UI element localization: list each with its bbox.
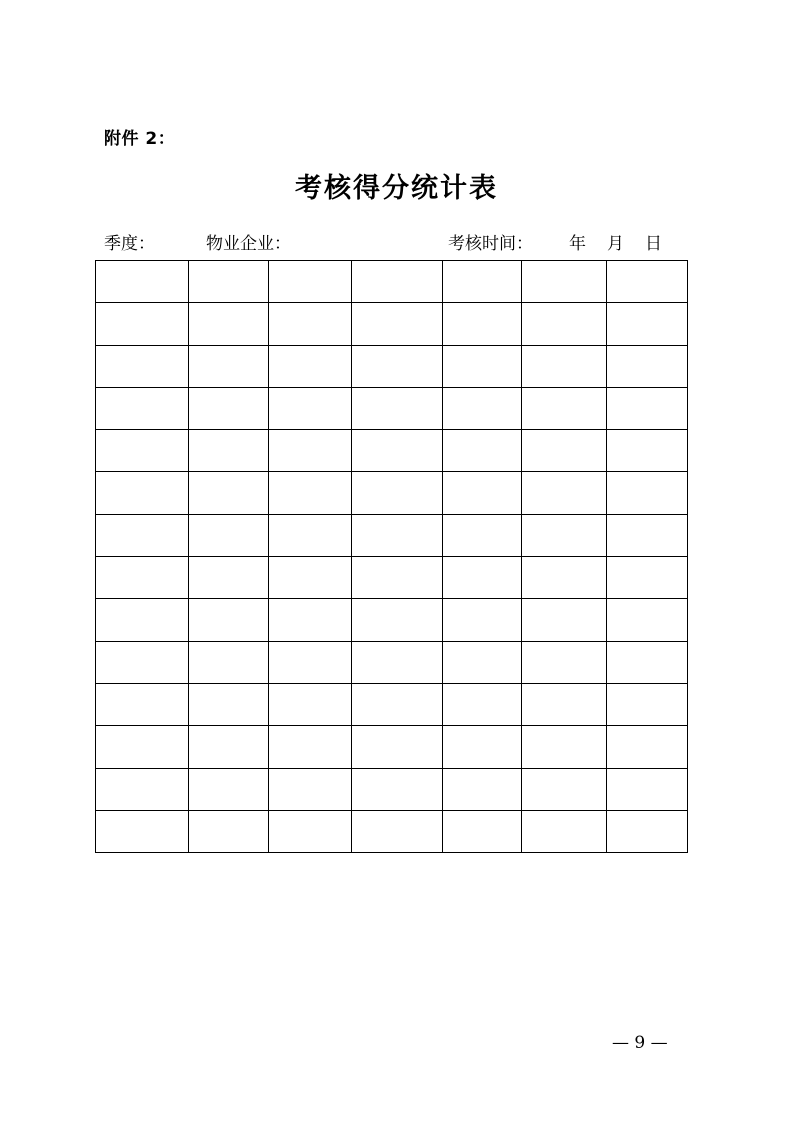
table-cell[interactable]: [189, 557, 269, 599]
table-cell[interactable]: [96, 345, 189, 387]
table-cell[interactable]: [352, 683, 443, 725]
table-cell[interactable]: [96, 641, 189, 683]
table-cell[interactable]: [607, 726, 688, 768]
table-row: [96, 557, 688, 599]
table-cell[interactable]: [607, 599, 688, 641]
table-cell[interactable]: [522, 303, 607, 345]
table-cell[interactable]: [522, 599, 607, 641]
table-cell[interactable]: [607, 430, 688, 472]
table-cell[interactable]: [522, 557, 607, 599]
table-cell[interactable]: [443, 303, 522, 345]
table-cell[interactable]: [269, 430, 352, 472]
table-row: [96, 641, 688, 683]
table-cell[interactable]: [189, 726, 269, 768]
table-cell[interactable]: [607, 810, 688, 852]
table-row: [96, 683, 688, 725]
table-cell[interactable]: [607, 387, 688, 429]
table-cell[interactable]: [189, 599, 269, 641]
table-cell[interactable]: [522, 768, 607, 810]
table-cell[interactable]: [189, 768, 269, 810]
table-cell[interactable]: [352, 768, 443, 810]
table-cell[interactable]: [96, 726, 189, 768]
table-cell[interactable]: [96, 557, 189, 599]
table-cell[interactable]: [522, 683, 607, 725]
table-cell[interactable]: [189, 261, 269, 303]
table-cell[interactable]: [96, 599, 189, 641]
table-cell[interactable]: [96, 387, 189, 429]
table-cell[interactable]: [607, 472, 688, 514]
table-cell[interactable]: [607, 514, 688, 556]
table-cell[interactable]: [443, 599, 522, 641]
table-row: [96, 261, 688, 303]
table-cell[interactable]: [443, 810, 522, 852]
table-cell[interactable]: [522, 430, 607, 472]
table-cell[interactable]: [352, 599, 443, 641]
table-cell[interactable]: [96, 472, 189, 514]
table-cell[interactable]: [189, 387, 269, 429]
table-cell[interactable]: [522, 514, 607, 556]
table-row: [96, 387, 688, 429]
table-cell[interactable]: [443, 514, 522, 556]
table-cell[interactable]: [269, 472, 352, 514]
table-cell[interactable]: [189, 303, 269, 345]
table-cell[interactable]: [189, 430, 269, 472]
table-cell[interactable]: [352, 387, 443, 429]
table-cell[interactable]: [269, 387, 352, 429]
day-label: 日: [645, 234, 662, 254]
company-label: 物业企业：: [206, 234, 291, 254]
table-cell[interactable]: [189, 683, 269, 725]
table-cell[interactable]: [352, 430, 443, 472]
table-cell[interactable]: [96, 683, 189, 725]
month-label: 月: [607, 234, 624, 254]
table-row: [96, 303, 688, 345]
table-cell[interactable]: [352, 726, 443, 768]
table-cell[interactable]: [443, 430, 522, 472]
table-cell[interactable]: [607, 683, 688, 725]
table-cell[interactable]: [352, 641, 443, 683]
table-row: [96, 345, 688, 387]
table-cell[interactable]: [352, 514, 443, 556]
table-cell[interactable]: [269, 641, 352, 683]
table-cell[interactable]: [189, 472, 269, 514]
table-row: [96, 810, 688, 852]
table-cell[interactable]: [189, 810, 269, 852]
table-cell[interactable]: [96, 430, 189, 472]
year-label: 年: [569, 234, 586, 254]
table-cell[interactable]: [269, 261, 352, 303]
table-cell[interactable]: [189, 641, 269, 683]
table-cell[interactable]: [443, 387, 522, 429]
table-cell[interactable]: [96, 303, 189, 345]
table-row: [96, 472, 688, 514]
table-cell[interactable]: [269, 810, 352, 852]
table-cell[interactable]: [443, 261, 522, 303]
table-cell[interactable]: [607, 768, 688, 810]
table-cell[interactable]: [352, 472, 443, 514]
table-cell[interactable]: [352, 261, 443, 303]
table-cell[interactable]: [269, 557, 352, 599]
page-number: — 9 —: [612, 1033, 668, 1053]
table-cell[interactable]: [269, 303, 352, 345]
table-row: [96, 514, 688, 556]
table-cell[interactable]: [443, 557, 522, 599]
table-cell[interactable]: [352, 345, 443, 387]
table-cell[interactable]: [607, 345, 688, 387]
table-cell[interactable]: [352, 810, 443, 852]
table-cell[interactable]: [607, 261, 688, 303]
table-cell[interactable]: [522, 345, 607, 387]
table-cell[interactable]: [189, 514, 269, 556]
table-row: [96, 768, 688, 810]
table-cell[interactable]: [269, 514, 352, 556]
table-cell[interactable]: [443, 345, 522, 387]
table-cell[interactable]: [443, 641, 522, 683]
attachment-label: 附件 2：: [104, 129, 176, 149]
table-cell[interactable]: [352, 557, 443, 599]
table-cell[interactable]: [96, 514, 189, 556]
table-cell[interactable]: [522, 472, 607, 514]
table-cell[interactable]: [522, 387, 607, 429]
assessment-time-label: 考核时间：: [448, 234, 533, 254]
table-cell[interactable]: [269, 726, 352, 768]
table-cell[interactable]: [96, 768, 189, 810]
table-cell[interactable]: [443, 726, 522, 768]
table-cell[interactable]: [522, 641, 607, 683]
table-cell[interactable]: [352, 303, 443, 345]
table-cell[interactable]: [269, 599, 352, 641]
table-row: [96, 430, 688, 472]
table-cell[interactable]: [607, 641, 688, 683]
table-cell[interactable]: [522, 810, 607, 852]
table-row: [96, 599, 688, 641]
table-cell[interactable]: [269, 768, 352, 810]
page-title: 考核得分统计表: [295, 173, 498, 204]
score-statistics-table: [95, 260, 688, 853]
table-cell[interactable]: [96, 261, 189, 303]
quarter-label: 季度：: [104, 234, 155, 254]
table-row: [96, 726, 688, 768]
table-cell[interactable]: [443, 472, 522, 514]
table-cell[interactable]: [607, 557, 688, 599]
table-cell[interactable]: [269, 345, 352, 387]
table-cell[interactable]: [269, 683, 352, 725]
table-cell[interactable]: [443, 683, 522, 725]
table-cell[interactable]: [189, 345, 269, 387]
table-cell[interactable]: [96, 810, 189, 852]
table-cell[interactable]: [443, 768, 522, 810]
table-cell[interactable]: [522, 726, 607, 768]
table-cell[interactable]: [607, 303, 688, 345]
table-cell[interactable]: [522, 261, 607, 303]
